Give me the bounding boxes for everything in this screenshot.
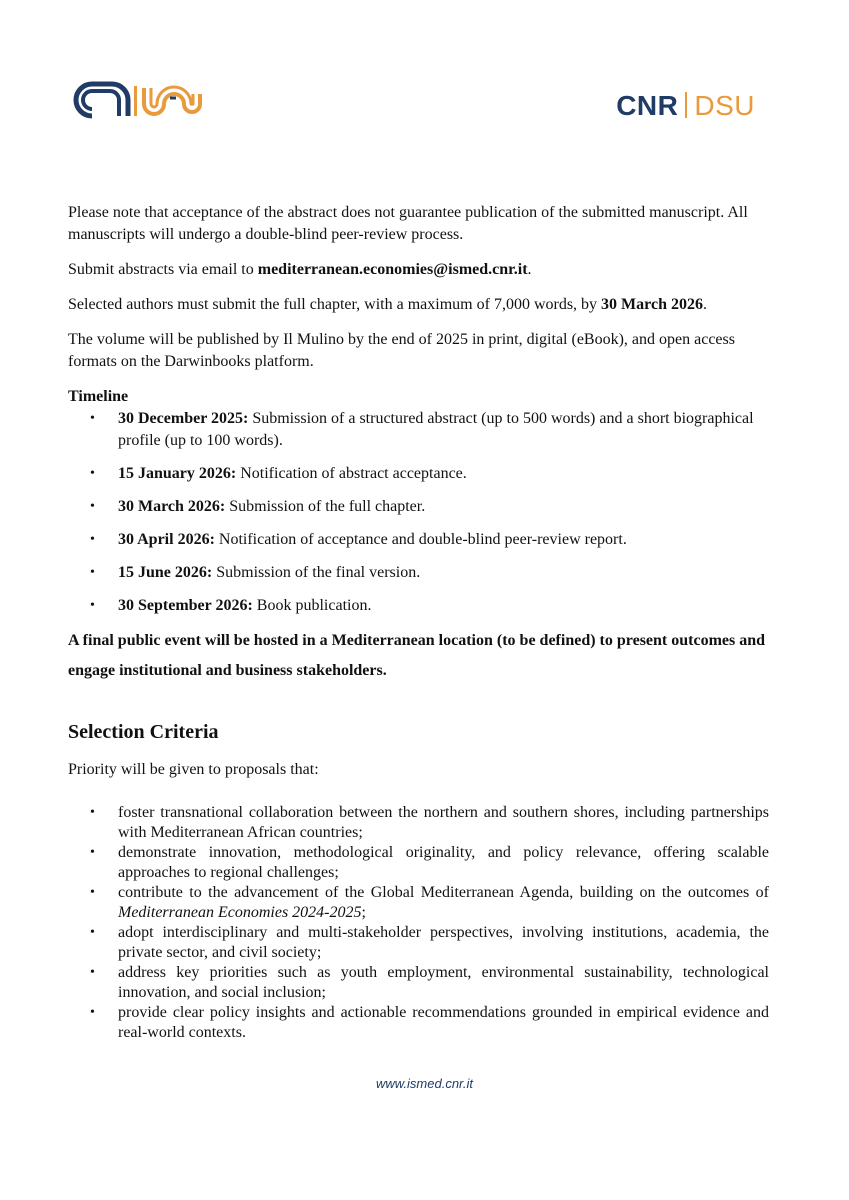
criteria-text: foster transnational collaboration between the northern and southern shores, including partnerships with Mediterranean African countries;	[118, 804, 769, 841]
email-suffix: .	[527, 261, 532, 278]
timeline-date: 15 June 2026:	[118, 564, 213, 581]
selection-criteria-heading: Selection Criteria	[68, 721, 219, 743]
ismed-logo	[72, 80, 204, 122]
ismed-logo-graphic	[72, 80, 204, 122]
timeline-text: Submission of a structured abstract (up to 500 words) and a short biographical profile (up to 100 words).	[118, 410, 754, 449]
bullet-icon: •	[90, 411, 95, 426]
chapter-paragraph	[68, 294, 769, 316]
email-paragraph	[68, 259, 769, 281]
criteria-item	[68, 963, 769, 1003]
timeline-text: Submission of the final version.	[212, 564, 421, 581]
timeline-date: 15 January 2026:	[118, 465, 237, 482]
email-prefix: Submit abstracts via email to	[68, 261, 258, 278]
bullet-icon: •	[90, 1005, 95, 1020]
timeline-item	[68, 595, 769, 617]
timeline-item	[68, 562, 769, 584]
timeline-list	[68, 408, 769, 617]
final-event-paragraph: A final public event will be hosted in a Mediterranean location (to be defined) to present outcomes and engage institutional and business stakeholders.	[68, 632, 766, 679]
timeline-text: Book publication.	[252, 597, 372, 614]
bullet-icon: •	[90, 845, 95, 860]
timeline-text: Submission of the full chapter.	[225, 498, 426, 515]
criteria-item	[68, 843, 769, 883]
bullet-icon: •	[90, 565, 95, 580]
bullet-icon: •	[90, 499, 95, 514]
bullet-icon: •	[90, 885, 95, 900]
criteria-intro: Priority will be given to proposals that:	[68, 761, 319, 778]
timeline-date: 30 March 2026:	[118, 498, 226, 515]
timeline-date: 30 September 2026:	[118, 597, 253, 614]
intro-paragraph: Please note that acceptance of the abstract does not guarantee publication of the submitted manuscript. All manuscripts will undergo a double-blind peer-review process.	[68, 204, 748, 243]
logo-separator	[685, 92, 687, 118]
criteria-text: contribute to the advancement of the Global Mediterranean Agenda, building on the outcomes of	[118, 884, 769, 901]
email-address[interactable]: mediterranean.economies@ismed.cnr.it	[257, 261, 528, 278]
bullet-icon: •	[90, 805, 95, 820]
bullet-icon: •	[90, 965, 95, 980]
timeline-item	[68, 408, 769, 452]
criteria-text: address key priorities such as youth employment, environmental sustainability, technological innovation, and social inclusion;	[118, 964, 769, 1001]
bullet-icon: •	[90, 466, 95, 481]
chapter-date: 30 March 2026	[601, 296, 703, 313]
criteria-italic-title: Mediterranean Economies 2024-2025	[118, 904, 362, 921]
criteria-item	[68, 803, 769, 843]
dsu-text: DSU	[694, 90, 755, 121]
document-body	[68, 202, 769, 1043]
chapter-suffix: .	[702, 296, 707, 313]
timeline-item	[68, 463, 769, 485]
timeline-item	[68, 529, 769, 551]
volume-paragraph: The volume will be published by Il Mulino by the end of 2025 in print, digital (eBook), and open access formats on the Darwinbooks platform.	[68, 331, 735, 370]
criteria-item	[68, 1003, 769, 1043]
bullet-icon: •	[90, 925, 95, 940]
footer-url[interactable]: www.ismed.cnr.it	[375, 1076, 474, 1091]
timeline-date: 30 April 2026:	[118, 531, 215, 548]
criteria-text: provide clear policy insights and actionable recommendations grounded in empirical evidence and real-world contexts.	[118, 1004, 769, 1041]
criteria-text: demonstrate innovation, methodological originality, and policy relevance, offering scalable approaches to regional challenges;	[118, 844, 769, 881]
criteria-text-after: ;	[361, 904, 366, 921]
cnr-dsu-logo	[616, 90, 755, 122]
timeline-date: 30 December 2025:	[118, 410, 249, 427]
criteria-text: adopt interdisciplinary and multi-stakeholder perspectives, involving institutions, academia, the private sector, and civil society;	[118, 924, 769, 961]
criteria-list	[68, 803, 769, 1043]
timeline-text: Notification of acceptance and double-blind peer-review report.	[214, 531, 627, 548]
timeline-text: Notification of abstract acceptance.	[236, 465, 467, 482]
bullet-icon: •	[90, 532, 95, 547]
cnr-text: CNR	[616, 90, 679, 121]
timeline-heading: Timeline	[68, 388, 129, 405]
timeline-item	[68, 496, 769, 518]
criteria-item	[68, 923, 769, 963]
chapter-prefix: Selected authors must submit the full chapter, with a maximum of 7,000 words, by	[68, 296, 602, 313]
criteria-item	[68, 883, 769, 923]
bullet-icon: •	[90, 598, 95, 613]
